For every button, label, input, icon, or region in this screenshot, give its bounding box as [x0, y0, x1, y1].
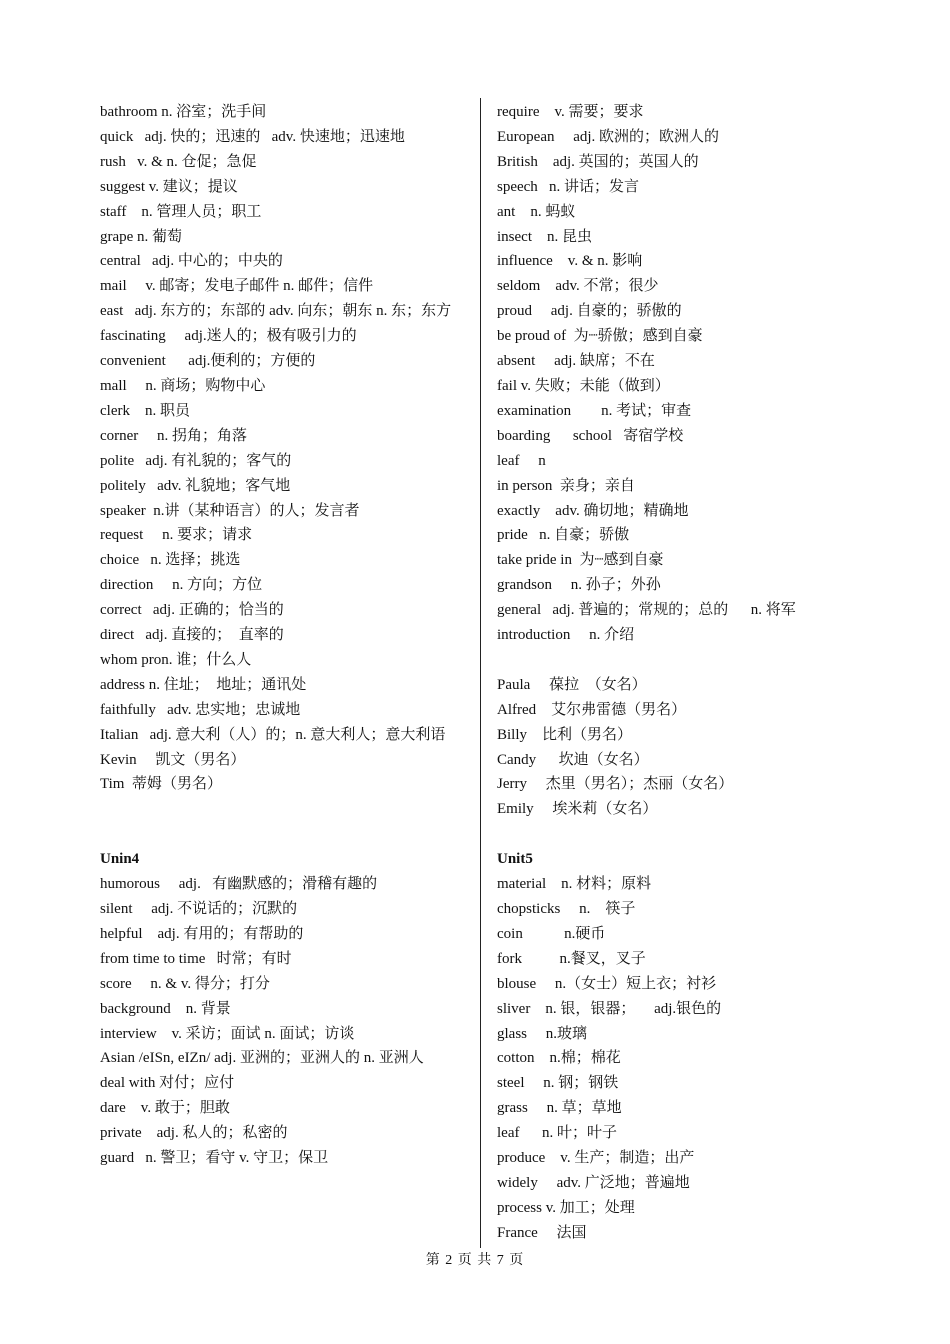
vocab-entry: fail v. 失败；未能（做到）: [497, 377, 670, 394]
vocab-entry: guard n. 警卫；看守 v. 守卫；保卫: [100, 1150, 329, 1167]
vocab-entry: from time to time 时常；有时: [100, 950, 292, 967]
vocab-entry: absent adj. 缺席；不在: [497, 353, 655, 370]
vocab-entry: pride n. 自豪；骄傲: [497, 527, 630, 544]
vocab-entry: politely adv. 礼貌地；客气地: [100, 477, 291, 494]
vocab-entry: faithfully adv. 忠实地；忠诚地: [100, 701, 301, 718]
vocab-entry: leaf n: [497, 452, 546, 469]
vocab-entry: address n. 住址； 地址；通讯处: [100, 676, 307, 693]
vocab-entry: Asian /eISn, eIZn/ adj. 亚洲的；亚洲人的 n. 亚洲人: [100, 1050, 424, 1067]
vocab-entry: dare v. 敢于；胆敢: [100, 1100, 230, 1117]
vocab-entry: insect n. 昆虫: [497, 228, 592, 245]
unit-heading: Unit5: [497, 851, 533, 868]
vocab-entry: mall n. 商场；购物中心: [100, 377, 266, 394]
vocab-entry: clerk n. 职员: [100, 402, 190, 419]
spacer: [100, 822, 468, 847]
vocab-entry: introduction n. 介绍: [497, 627, 635, 644]
vocab-entry: glass n.玻璃: [497, 1025, 588, 1042]
vocab-entry: helpful adj. 有用的；有帮助的: [100, 925, 304, 942]
column-divider: [480, 98, 481, 1248]
vocab-entry: silent adj. 不说话的；沉默的: [100, 900, 298, 917]
vocab-entry: exactly adv. 确切地；精确地: [497, 502, 689, 519]
vocab-entry: general adj. 普遍的；常规的；总的 n. 将军: [497, 602, 796, 619]
vocab-entry: blouse n.（女士）短上衣；衬衫: [497, 975, 717, 992]
vocab-entry: suggest v. 建议；提议: [100, 178, 238, 195]
vocab-entry: Kevin 凯文（男名）: [100, 751, 246, 768]
vocab-entry: humorous adj. 有幽默感的；滑稽有趣的: [100, 876, 378, 893]
vocab-entry: choice n. 选择；挑选: [100, 552, 241, 569]
vocab-entry: European adj. 欧洲的；欧洲人的: [497, 128, 720, 145]
vocab-entry: Jerry 杰里（男名）；杰丽（女名）: [497, 776, 734, 793]
vocab-entry: coin n.硬币: [497, 925, 606, 942]
vocab-entry: sliver n. 银，银器； adj.银色的: [497, 1000, 722, 1017]
vocab-entry: east adj. 东方的；东部的 adv. 向东；朝东 n. 东；东方: [100, 303, 452, 320]
vocab-entry: cotton n.棉；棉花: [497, 1050, 621, 1067]
vocab-entry: Alfred 艾尔弗雷德（男名）: [497, 701, 687, 718]
vocab-entry: grandson n. 孙子；外孙: [497, 577, 661, 594]
vocab-entry: Emily 埃米莉（女名）: [497, 801, 658, 818]
vocab-entry: correct adj. 正确的；恰当的: [100, 602, 284, 619]
vocab-entry: chopsticks n. 筷子: [497, 900, 636, 917]
spacer: [497, 822, 877, 847]
vocab-entry: Italian adj. 意大利（人）的；n. 意大利人；意大利语: [100, 726, 446, 743]
vocab-entry: grass n. 草；草地: [497, 1100, 622, 1117]
left-vocabulary-column: [100, 100, 468, 1171]
vocab-entry: mail v. 邮寄；发电子邮件 n. 邮件；信件: [100, 278, 374, 295]
vocab-entry: bathroom n. 浴室；洗手间: [100, 104, 267, 120]
vocab-entry: quick adj. 快的；迅速的 adv. 快速地；迅速地: [100, 128, 405, 145]
vocab-entry: proud adj. 自豪的；骄傲的: [497, 303, 682, 320]
vocab-entry: process v. 加工；处理: [497, 1199, 635, 1216]
vocab-entry: take pride in 为┈感到自豪: [497, 552, 664, 569]
vocab-entry: whom pron. 谁；什么人: [100, 651, 252, 668]
vocab-entry: rush v. & n. 仓促；急促: [100, 153, 257, 170]
vocab-entry: polite adj. 有礼貌的；客气的: [100, 452, 292, 469]
vocab-entry: ant n. 蚂蚁: [497, 203, 576, 220]
vocab-entry: fascinating adj.迷人的；极有吸引力的: [100, 328, 357, 345]
vocab-entry: boarding school 寄宿学校: [497, 427, 684, 444]
vocab-entry: in person 亲身；亲自: [497, 477, 635, 494]
vocab-entry: France 法国: [497, 1224, 587, 1241]
vocab-entry: Candy 坎迪（女名）: [497, 751, 649, 768]
vocab-entry: direct adj. 直接的； 直率的: [100, 627, 284, 644]
vocab-entry: central adj. 中心的；中央的: [100, 253, 283, 270]
vocab-entry: deal with 对付；应付: [100, 1075, 235, 1092]
spacer: [100, 797, 468, 822]
vocab-entry: corner n. 拐角；角落: [100, 427, 248, 444]
vocab-entry: private adj. 私人的；私密的: [100, 1125, 288, 1142]
vocab-entry: interview v. 采访；面试 n. 面试；访谈: [100, 1025, 355, 1042]
vocab-entry: be proud of 为┈骄傲；感到自豪: [497, 328, 703, 345]
vocab-entry: widely adv. 广泛地；普遍地: [497, 1174, 690, 1191]
vocab-entry: speaker n.讲（某种语言）的人；发言者: [100, 502, 360, 519]
vocab-entry: seldom adv. 不常；很少: [497, 278, 659, 295]
vocab-entry: require v. 需要；要求: [497, 104, 644, 120]
right-vocabulary-column: [497, 100, 877, 1246]
vocab-entry: Tim 蒂姆（男名）: [100, 776, 222, 793]
unit-heading: Unin4: [100, 851, 140, 868]
vocab-entry: Paula 葆拉 （女名）: [497, 676, 647, 693]
vocab-entry: produce v. 生产；制造；出产: [497, 1150, 695, 1167]
vocab-entry: request n. 要求；请求: [100, 527, 253, 544]
vocab-entry: British adj. 英国的；英国人的: [497, 153, 699, 170]
vocab-entry: steel n. 钢；钢铁: [497, 1075, 619, 1092]
spacer: [497, 648, 877, 673]
vocab-entry: score n. & v. 得分；打分: [100, 975, 270, 992]
vocab-entry: fork n.餐叉，叉子: [497, 950, 646, 967]
vocab-entry: speech n. 讲话；发言: [497, 178, 640, 195]
vocab-entry: convenient adj.便利的；方便的: [100, 353, 316, 370]
vocab-entry: background n. 背景: [100, 1000, 231, 1017]
page-footer: 第 2 页 共 7 页: [425, 1253, 525, 1268]
vocab-entry: leaf n. 叶；叶子: [497, 1125, 617, 1142]
vocab-entry: material n. 材料；原料: [497, 876, 652, 893]
vocab-entry: examination n. 考试；审查: [497, 402, 692, 419]
vocab-entry: influence v. & n. 影响: [497, 253, 643, 270]
vocab-entry: Billy 比利（男名）: [497, 726, 633, 743]
vocab-entry: grape n. 葡萄: [100, 228, 183, 245]
vocab-entry: direction n. 方向；方位: [100, 577, 263, 594]
vocab-entry: staff n. 管理人员；职工: [100, 203, 262, 220]
